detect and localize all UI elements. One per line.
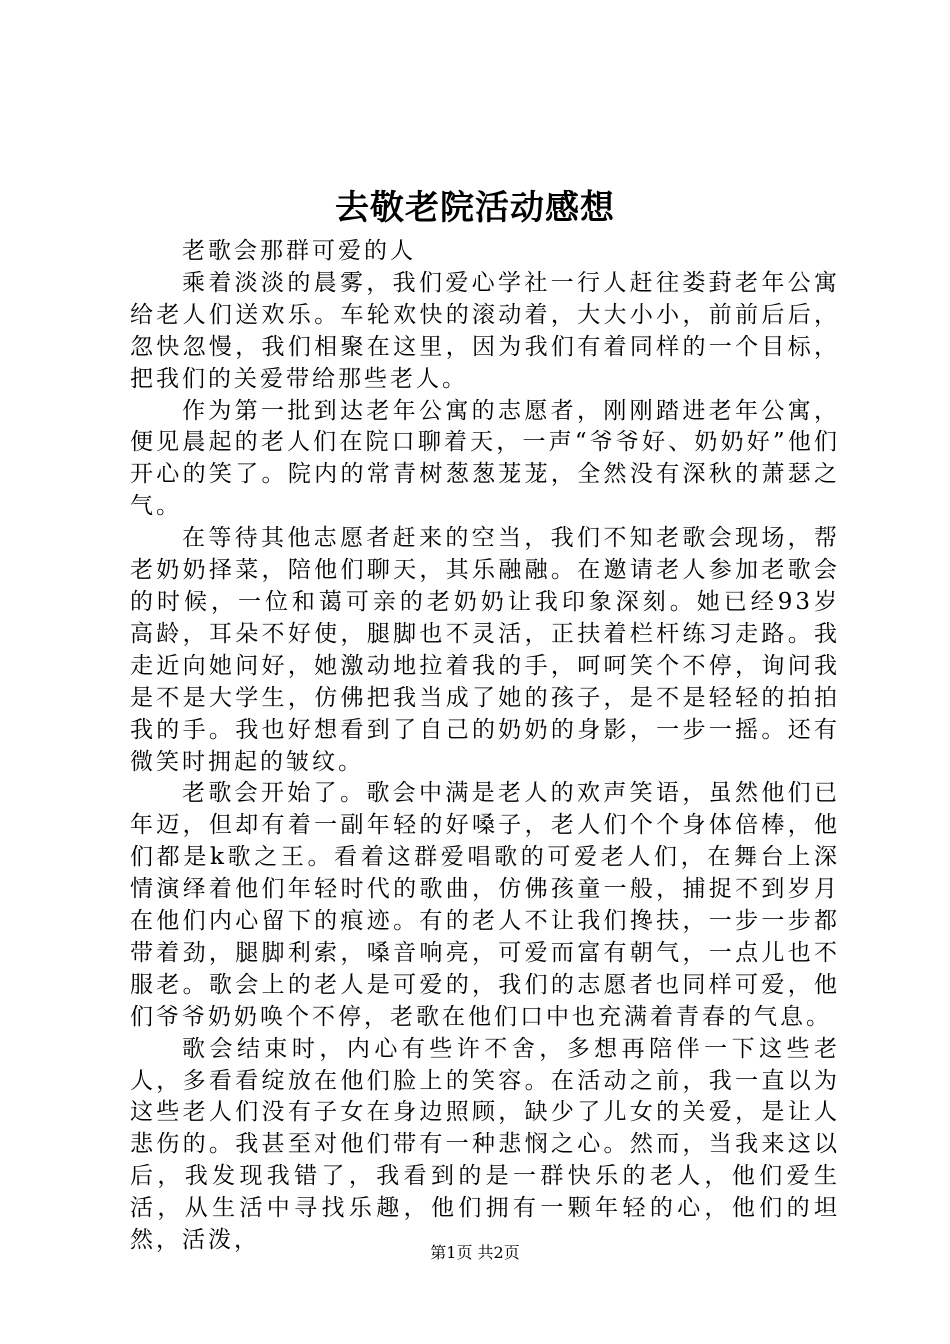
paragraph-subtitle: 老歌会那群可爱的人	[182, 238, 416, 264]
document-body	[130, 236, 840, 1257]
paragraph: 歌会结束时，内心有些许不舍，多想再陪伴一下这些老人，多看看绽放在他们脸上的笑容。在活动之前，我一直以为这些老人们没有子女在身边照顾，缺少了儿女的关爱，是让人悲伤的。我甚至对他们带有一种悲悯之心。然而，当我来这以后，我发现我错了，我看到的是一群快乐的老人，他们爱生活，从生活中寻找乐趣，他们拥有一颗年轻的心，他们的坦然，活泼，	[130, 1035, 840, 1254]
paragraph: 老歌会开始了。歌会中满是老人的欢声笑语，虽然他们已年迈，但却有着一副年轻的好嗓子，老人们个个身体倍棒，他们都是k歌之王。看着这群爱唱歌的可爱老人们，在舞台上深情演绎着他们年轻时代的歌曲，仿佛孩童一般，捕捉不到岁月在他们内心留下的痕迹。有的老人不让我们搀扶，一步一步都带着劲，腿脚利索，嗓音响亮，可爱而富有朝气，一点儿也不服老。歌会上的老人是可爱的，我们的志愿者也同样可爱，他们爷爷奶奶唤个不停，老歌在他们口中也充满着青春的气息。	[130, 780, 840, 1030]
paragraph: 乘着淡淡的晨雾，我们爱心学社一行人赶往娄葑老年公寓给老人们送欢乐。车轮欢快的滚动着，大大小小，前前后后，忽快忽慢，我们相聚在这里，因为我们有着同样的一个目标，把我们的关爱带给那些老人。	[130, 269, 840, 392]
page-number-footer: 第1页 共2页	[430, 1243, 520, 1262]
paragraph: 在等待其他志愿者赶来的空当，我们不知老歌会现场，帮老奶奶择菜，陪他们聊天，其乐融融。在邀请老人参加老歌会的时候，一位和蔼可亲的老奶奶让我印象深刻。她已经93岁高龄，耳朵不好使，腿脚也不灵活，正扶着栏杆练习走路。我走近向她问好，她激动地拉着我的手，呵呵笑个不停，询问我是不是大学生，仿佛把我当成了她的孩子，是不是轻轻的拍拍我的手。我也好想看到了自己的奶奶的身影，一步一摇。还有微笑时拥起的皱纹。	[130, 525, 840, 775]
document-title: 去敬老院活动感想	[335, 188, 615, 228]
paragraph: 作为第一批到达老年公寓的志愿者，刚刚踏进老年公寓，便见晨起的老人们在院口聊着天，一声“爷爷好、奶奶好”他们开心的笑了。院内的常青树葱葱茏茏，全然没有深秋的萧瑟之气。	[130, 397, 840, 520]
